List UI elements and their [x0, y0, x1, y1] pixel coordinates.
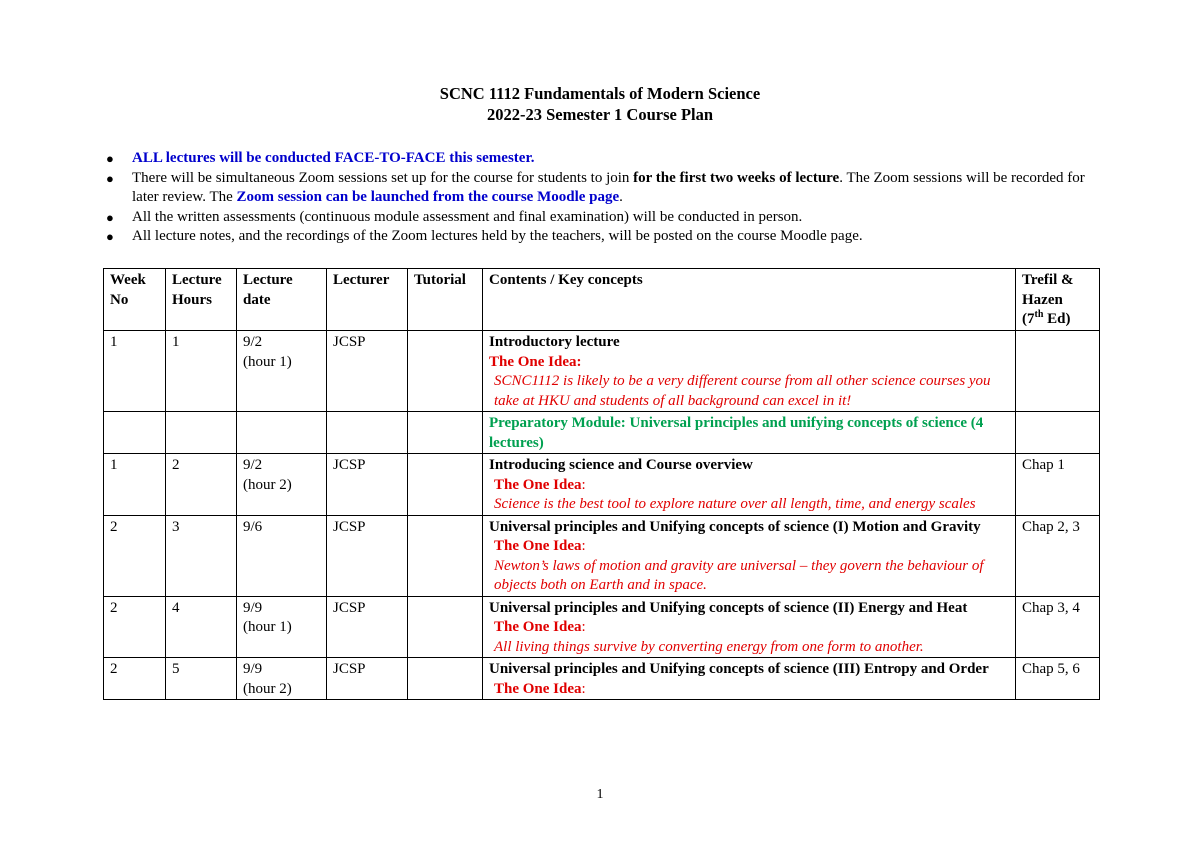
cell-lecturer: JCSP	[327, 331, 408, 412]
lecture-topic: Introductory lecture	[489, 334, 620, 350]
cell-date: 9/2 (hour 1)	[237, 331, 327, 412]
lecture-topic: Universal principles and Unifying concepts of science (III) Entropy and Order	[489, 661, 989, 677]
bullet-icon: ●	[106, 170, 114, 186]
cell-hours: 1	[166, 331, 237, 412]
cell-contents	[483, 331, 1016, 412]
bullet-icon: ●	[106, 229, 114, 244]
notice-item	[104, 169, 1104, 208]
cell-week: 2	[104, 658, 166, 700]
notice-item	[104, 208, 1104, 228]
notice-lecture-notes: All lecture notes, and the recordings of the Zoom lectures held by the teachers, will be posted on the course Moodle page.	[132, 228, 863, 244]
course-plan-subtitle: 2022-23 Semester 1 Course Plan	[486, 105, 714, 124]
cell-date: 9/9 (hour 2)	[237, 658, 327, 700]
cell-hours: 4	[166, 596, 237, 658]
header-reference: Trefil & Hazen (7th Ed)	[1016, 269, 1100, 331]
table-row	[104, 658, 1100, 700]
header-tutorial: Tutorial	[408, 269, 483, 331]
lecture-topic: Universal principles and Unifying concepts of science (II) Energy and Heat	[489, 599, 968, 616]
cell-date: 9/9 (hour 1)	[237, 596, 327, 658]
notice-zoom-moodle-link[interactable]: Zoom session can be launched from the course Moodle page	[236, 189, 620, 205]
cell-week: 2	[104, 515, 166, 596]
bullet-icon: ●	[106, 209, 114, 225]
cell-tutorial	[408, 596, 483, 658]
table-row	[104, 515, 1100, 596]
header-lecture-date: Lecture date	[237, 269, 327, 331]
cell-tutorial	[408, 331, 483, 412]
cell-reference: Chap 3, 4	[1016, 596, 1100, 658]
cell-reference: Chap 2, 3	[1016, 515, 1100, 596]
cell-lecturer: JCSP	[327, 515, 408, 596]
table-row	[104, 454, 1100, 516]
notice-zoom-emphasis: for the first two weeks of lecture	[633, 169, 840, 186]
cell-week: 2	[104, 596, 166, 658]
course-plan-table	[103, 268, 1100, 700]
one-idea-label: The One Idea:	[494, 680, 586, 697]
document-title	[0, 83, 1200, 125]
notice-zoom-period: .	[619, 189, 623, 205]
one-idea-text: Newton’s laws of motion and gravity are universal – they govern the behaviour of objects both on Earth and in space.	[494, 557, 984, 593]
bullet-icon: ●	[106, 151, 114, 166]
table-row	[104, 331, 1100, 412]
one-idea-label: The One Idea:	[494, 476, 586, 493]
cell-hours: 2	[166, 454, 237, 516]
cell-date: 9/2 (hour 2)	[237, 454, 327, 516]
notice-face-to-face: ALL lectures will be conducted FACE-TO-FACE this semester.	[132, 150, 535, 166]
header-contents: Contents / Key concepts	[483, 269, 1016, 331]
one-idea-label: The One Idea:	[494, 538, 586, 554]
cell-tutorial	[408, 658, 483, 700]
lecture-topic: Introducing science and Course overview	[489, 457, 753, 473]
header-week: Week No	[104, 269, 166, 331]
cell-lecturer: JCSP	[327, 658, 408, 700]
section-row	[104, 412, 1100, 454]
cell-contents	[483, 454, 1016, 516]
cell-lecturer: JCSP	[327, 454, 408, 516]
cell-tutorial	[408, 454, 483, 516]
cell-lecturer: JCSP	[327, 596, 408, 658]
one-idea-text: Science is the best tool to explore nature over all length, time, and energy scales	[494, 496, 976, 512]
cell-reference	[1016, 331, 1100, 412]
cell-reference: Chap 1	[1016, 454, 1100, 516]
notice-assessments: All the written assessments (continuous module assessment and final examination) will be conducted in person.	[132, 208, 803, 225]
cell-tutorial	[408, 515, 483, 596]
notice-item	[104, 149, 1104, 169]
page-number: 1	[596, 787, 604, 802]
cell-hours: 3	[166, 515, 237, 596]
notice-zoom-text: There will be simultaneous Zoom sessions set up for the course for students to join	[132, 169, 634, 186]
one-idea-label: The One Idea:	[489, 353, 582, 370]
notice-list	[104, 149, 1104, 247]
one-idea-text: SCNC1112 is likely to be a very different course from all other science courses you take at HKU and students of all background can excel in it!	[494, 373, 991, 409]
one-idea-label: The One Idea:	[494, 619, 586, 635]
cell-week: 1	[104, 331, 166, 412]
cell-reference: Chap 5, 6	[1016, 658, 1100, 700]
cell-date: 9/6	[237, 515, 327, 596]
header-lecturer: Lecturer	[327, 269, 408, 331]
header-lecture-hours: Lecture Hours	[166, 269, 237, 331]
one-idea-text: All living things survive by converting energy from one form to another.	[494, 638, 924, 655]
notice-item	[104, 227, 1104, 247]
table-header-row	[104, 269, 1100, 331]
lecture-topic: Universal principles and Unifying concepts of science (I) Motion and Gravity	[489, 518, 981, 535]
cell-hours: 5	[166, 658, 237, 700]
cell-week: 1	[104, 454, 166, 516]
cell-contents	[483, 658, 1016, 700]
table-row	[104, 596, 1100, 658]
cell-contents	[483, 515, 1016, 596]
notice-zoom-text-2: . The Zoom sessions will be recorded for later review. The	[132, 169, 1085, 205]
course-title: SCNC 1112 Fundamentals of Modern Science	[439, 84, 761, 103]
module-heading: Preparatory Module: Universal principles and unifying concepts of science (4 lectures)	[483, 412, 1016, 454]
cell-contents	[483, 596, 1016, 658]
